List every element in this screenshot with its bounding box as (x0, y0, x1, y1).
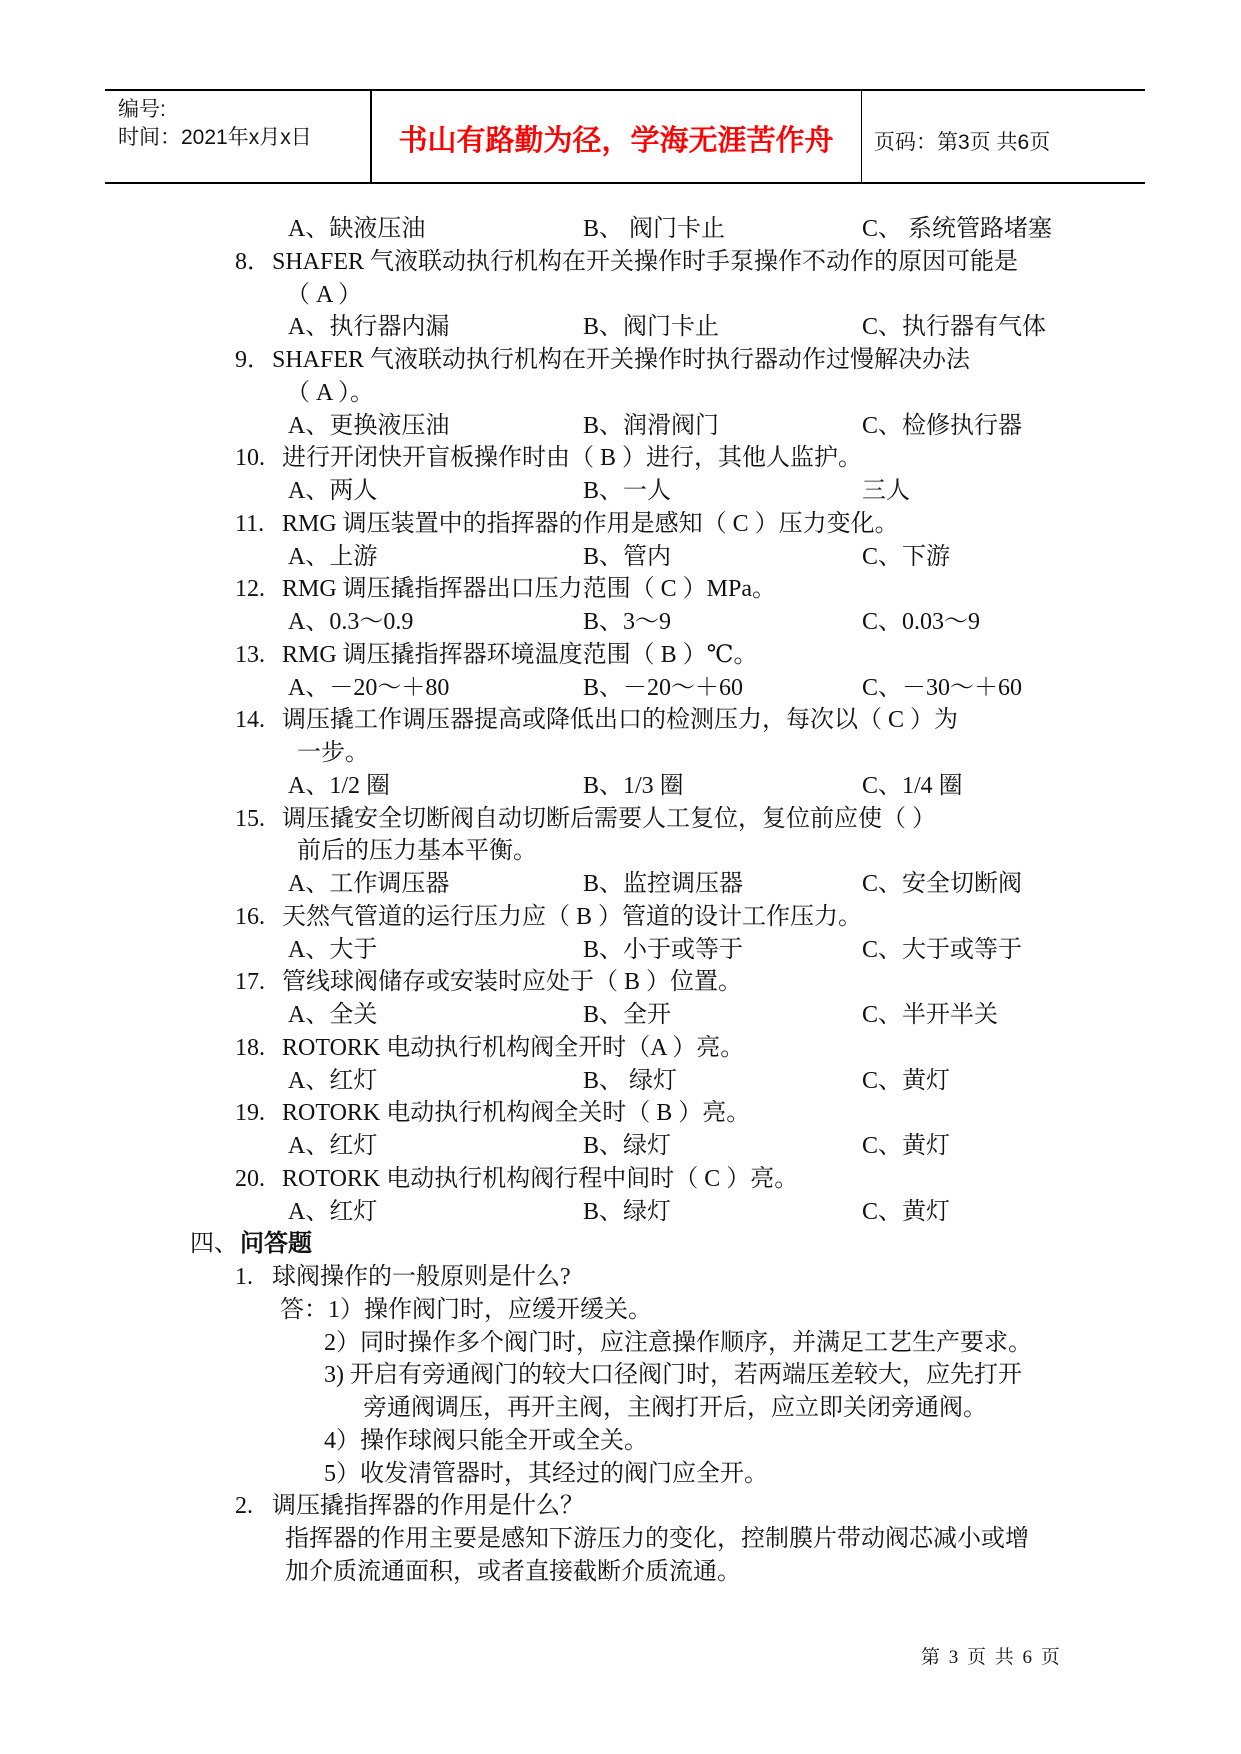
option-a: A、红灯 (288, 1067, 378, 1094)
option-b: B、 绿灯 (583, 1067, 678, 1094)
option-c: C、 系统管路堵塞 (862, 216, 1053, 242)
question-number: 18. (235, 1034, 265, 1061)
question-continuation: （ A ） (286, 281, 363, 308)
question-text: SHAFER 气液联动执行机构在开关操作时执行器动作过慢解决办法 (272, 347, 971, 373)
question-number: 9． (235, 347, 271, 373)
option-c: C、大于或等于 (862, 936, 1023, 963)
question-number: 10. (235, 445, 265, 472)
option-a: A、红灯 (288, 1198, 378, 1225)
question-number: 15. (235, 805, 265, 832)
option-b: B、小于或等于 (583, 936, 744, 963)
question-continuation: 一步。 (297, 740, 369, 766)
option-c: C、1/4 圈 (862, 772, 963, 799)
answer-point: 4）操作球阀只能全开或全关。 (324, 1427, 648, 1454)
option-a: A、两人 (288, 478, 378, 504)
page-number-label: 页码：第3页 共6页 (874, 131, 1051, 154)
option-b: B、阀门卡止 (583, 314, 720, 341)
question-number: 1. (235, 1264, 253, 1290)
question-text: ROTORK 电动执行机构阀全关时（ B ）亮。 (282, 1100, 751, 1127)
question-continuation: （ A ）。 (286, 379, 375, 406)
option-a: A、全关 (288, 1002, 378, 1028)
question-number: 17. (235, 969, 265, 996)
page-footer: 第 3 页 共 6 页 (921, 1647, 1062, 1668)
question-number: 8． (235, 248, 271, 275)
section-number: 四、 (190, 1231, 238, 1258)
date-label: 时间：2021年x月x日 (118, 126, 312, 149)
answer-line: 答：1）操作阀门时，应缓开缓关。 (280, 1296, 652, 1323)
question-number: 2. (235, 1493, 253, 1520)
question-text: ROTORK 电动执行机构阀全开时（A ）亮。 (282, 1034, 745, 1061)
question-number: 14. (235, 707, 265, 734)
answer-point-continuation: 旁通阀调压，再开主阀，主阀打开后，应立即关闭旁通阀。 (363, 1395, 987, 1421)
option-a: A、0.3～0.9 (288, 609, 414, 635)
option-c: C、黄灯 (862, 1067, 951, 1094)
option-c: C、检修执行器 (862, 412, 1023, 439)
question-number: 16. (235, 903, 265, 930)
option-b: B、绿灯 (583, 1198, 672, 1225)
option-a: A、缺液压油 (288, 216, 426, 242)
option-a: A、上游 (288, 543, 378, 570)
question-number: 20. (235, 1165, 265, 1192)
option-b: B、全开 (583, 1002, 672, 1028)
option-b: B、1/3 圈 (583, 772, 684, 799)
question-continuation: 前后的压力基本平衡。 (297, 838, 537, 865)
question-text: 球阀操作的一般原则是什么? (272, 1264, 571, 1290)
question-text: 管线球阀储存或安装时应处于（ B ）位置。 (282, 969, 743, 996)
option-b: B、－20～＋60 (583, 674, 744, 701)
question-number: 11. (235, 510, 265, 537)
header-bottom-rule (105, 182, 1145, 184)
question-number: 19. (235, 1100, 265, 1127)
option-a: A、工作调压器 (288, 871, 450, 897)
option-b: B、监控调压器 (583, 871, 744, 897)
answer-point: 5）收发清管器时，其经过的阀门应全开。 (324, 1460, 768, 1487)
option-a: A、红灯 (288, 1133, 378, 1159)
header-motto: 书山有路勤为径，学海无涯苦作舟 (398, 125, 834, 157)
question-text: 进行开闭快开盲板操作时由（ B ）进行，其他人监护。 (282, 445, 863, 472)
option-c: 三人 (862, 478, 910, 504)
option-b: B、润滑阀门 (583, 412, 720, 439)
question-text: 调压撬安全切断阀自动切断后需要人工复位，复位前应使（ ） (282, 805, 936, 832)
question-text: RMG 调压撬指挥器出口压力范围（ C ）MPa。 (282, 576, 777, 603)
option-c: C、安全切断阀 (862, 871, 1023, 897)
question-text: SHAFER 气液联动执行机构在开关操作时手泵操作不动作的原因可能是 (272, 248, 1019, 275)
section-title: 问答题 (240, 1231, 312, 1258)
header-top-rule (105, 89, 1145, 91)
option-a: A、1/2 圈 (288, 772, 390, 799)
option-c: C、0.03～9 (862, 609, 981, 635)
option-b: B、绿灯 (583, 1133, 672, 1159)
option-c: C、－30～＋60 (862, 674, 1023, 701)
question-text: RMG 调压装置中的指挥器的作用是感知（ C ）压力变化。 (282, 510, 899, 537)
option-b: B、一人 (583, 478, 672, 504)
answer-paragraph: 指挥器的作用主要是感知下游压力的变化，控制膜片带动阀芯减小或增 (285, 1526, 1029, 1552)
serial-number-label: 编号: (118, 98, 166, 121)
option-c: C、黄灯 (862, 1133, 951, 1159)
question-text: 天然气管道的运行压力应（ B ）管道的设计工作压力。 (282, 903, 863, 930)
option-c: C、执行器有气体 (862, 314, 1047, 341)
option-b: B、3～9 (583, 609, 672, 635)
question-number: 12. (235, 576, 265, 603)
answer-point: 3) 开启有旁通阀门的较大口径阀门时，若两端压差较大，应先打开 (324, 1362, 1022, 1389)
option-b: B、 阀门卡止 (583, 216, 726, 242)
option-a: A、更换液压油 (288, 412, 450, 439)
question-text: ROTORK 电动执行机构阀行程中间时（ C ）亮。 (282, 1165, 799, 1192)
option-c: C、黄灯 (862, 1198, 951, 1225)
option-a: A、大于 (288, 936, 378, 963)
option-b: B、管内 (583, 543, 672, 570)
option-c: C、下游 (862, 543, 951, 570)
option-a: A、－20～＋80 (288, 674, 450, 701)
question-text: RMG 调压撬指挥器环境温度范围（ B ）℃。 (282, 641, 758, 668)
option-a: A、执行器内漏 (288, 314, 450, 341)
option-c: C、半开半关 (862, 1002, 999, 1028)
question-text: 调压撬工作调压器提高或降低出口的检测压力，每次以（ C ）为 (282, 707, 959, 734)
question-text: 调压撬指挥器的作用是什么？ (272, 1493, 584, 1520)
question-number: 13. (235, 641, 265, 668)
answer-point: 2）同时操作多个阀门时，应注意操作顺序，并满足工艺生产要求。 (324, 1329, 1032, 1356)
answer-paragraph: 加介质流通面积，或者直接截断介质流通。 (285, 1558, 741, 1585)
